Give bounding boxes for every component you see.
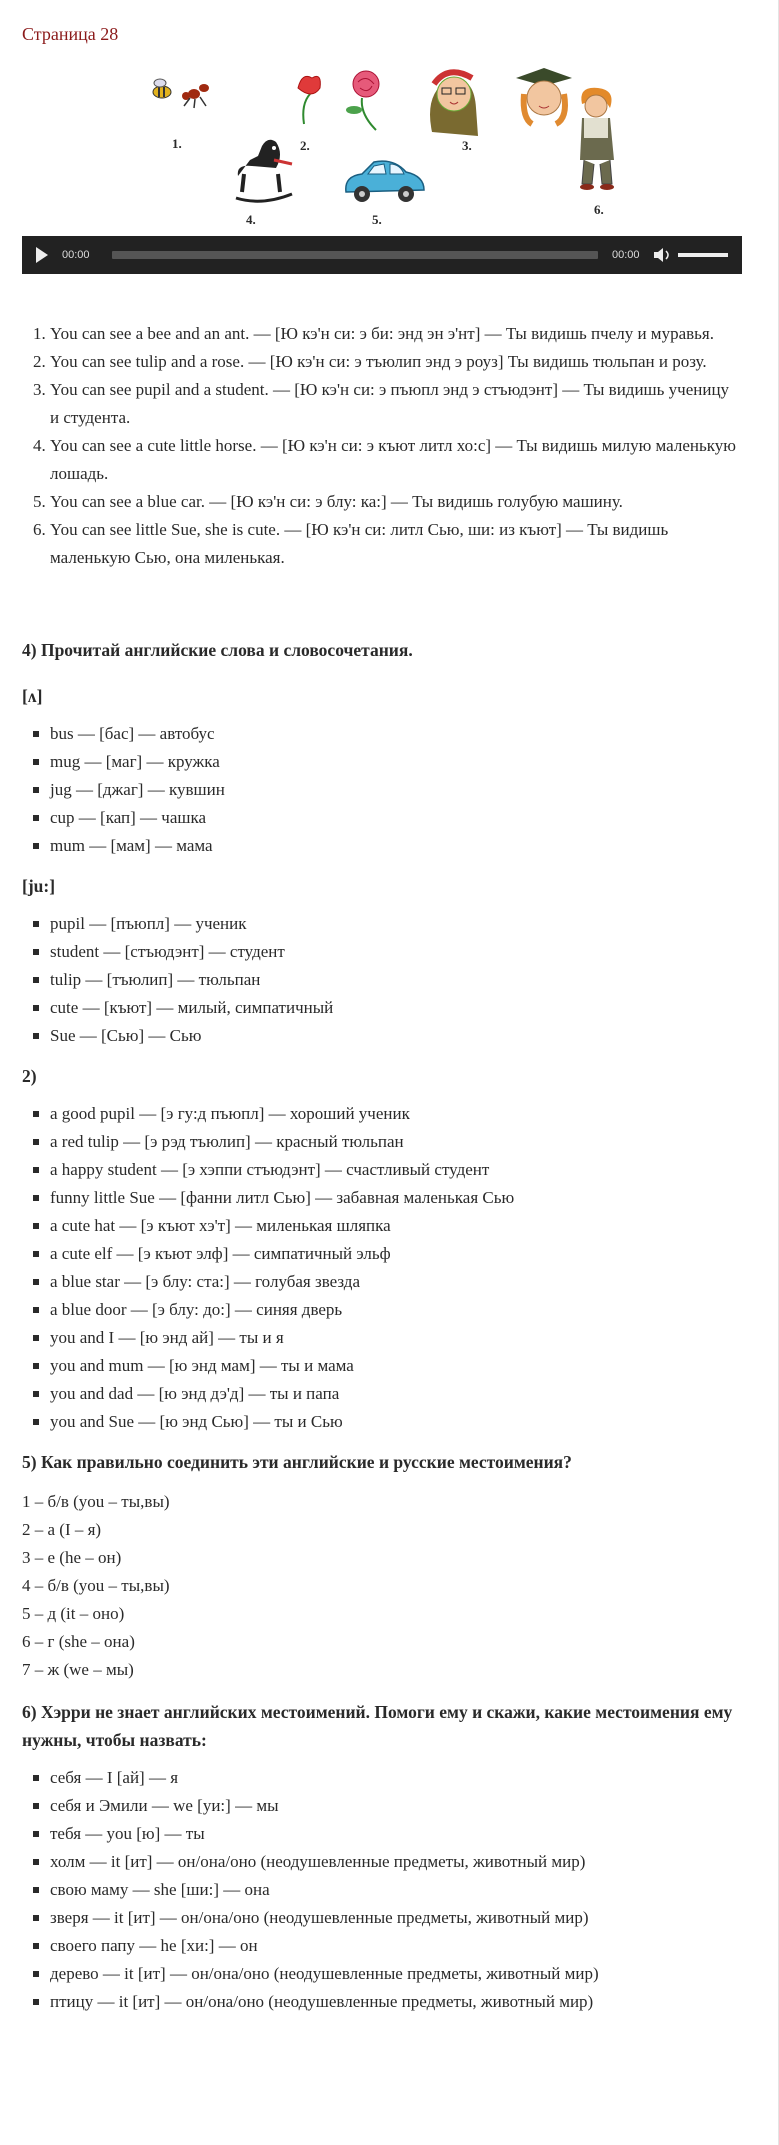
list-item: себя и Эмили — we [уи:] — мы bbox=[50, 1792, 742, 1820]
list-item: a red tulip — [э рэд тъюлип] — красный тюльпан bbox=[50, 1128, 742, 1156]
list-item: птицу — it [ит] — он/она/оно (неодушевленные предметы, животный мир) bbox=[50, 1988, 742, 2016]
list-item: cup — [кап] — чашка bbox=[50, 804, 742, 832]
list-item: холм — it [ит] — он/она/оно (неодушевленные предметы, животный мир) bbox=[50, 1848, 742, 1876]
list-item: bus — [бас] — автобус bbox=[50, 720, 742, 748]
list-item: mug — [маг] — кружка bbox=[50, 748, 742, 776]
word-list-2 bbox=[22, 910, 742, 1050]
list-item: mum — [мам] — мама bbox=[50, 832, 742, 860]
word-list-1 bbox=[22, 720, 742, 860]
group3-label: 2) bbox=[22, 1066, 37, 1086]
illustration bbox=[22, 54, 742, 227]
list-item: a blue door — [э блу: до:] — синяя дверь bbox=[50, 1296, 742, 1324]
picture-label-3: 3. bbox=[462, 138, 472, 153]
picture-label-5: 5. bbox=[372, 212, 382, 227]
pronoun-matches bbox=[22, 1488, 742, 1684]
duration-time: 00:00 bbox=[612, 249, 640, 261]
bee-and-ant-picture bbox=[148, 68, 218, 110]
list-item: jug — [джаг] — кувшин bbox=[50, 776, 742, 804]
match-line: 3 – е (he – он) bbox=[22, 1548, 122, 1567]
match-line: 4 – б/в (you – ты,вы) bbox=[22, 1576, 170, 1595]
list-item: тебя — you [ю] — ты bbox=[50, 1820, 742, 1848]
list-item: Sue — [Сью] — Сью bbox=[50, 1022, 742, 1050]
list-item: своего папу — he [хи:] — он bbox=[50, 1932, 742, 1960]
list-item: a cute elf — [э къют элф] — симпатичный эльф bbox=[50, 1240, 742, 1268]
list-item: a cute hat — [э къют хэ'т] — миленькая шляпка bbox=[50, 1212, 742, 1240]
list-item: cute — [къют] — милый, симпатичный bbox=[50, 994, 742, 1022]
list-item: 5. You can see a blue car. — [Ю кэ'н си: э блу: ка:] — Ты видишь голубую машину. bbox=[50, 488, 742, 516]
current-time: 00:00 bbox=[62, 249, 90, 261]
match-line: 1 – б/в (you – ты,вы) bbox=[22, 1492, 170, 1511]
list-item: себя — I [ай] — я bbox=[50, 1764, 742, 1792]
picture-label-4: 4. bbox=[246, 212, 256, 227]
match-line: 2 – а (I – я) bbox=[22, 1520, 102, 1539]
group1-label: [ʌ] bbox=[22, 686, 43, 706]
list-item: 6. You can see little Sue, she is cute. — [Ю кэ'н си: литл Сью, ши: из къют] — Ты видишь маленькую Сью, она миленькая. bbox=[50, 516, 742, 572]
list-item: 3. You can see pupil and a student. — [Ю кэ'н си: э пъюпл энд э стъюдэнт] — Ты видишь ученицу и студента. bbox=[50, 376, 742, 432]
article-content bbox=[22, 0, 742, 2028]
volume-icon[interactable] bbox=[652, 247, 672, 263]
section6-heading: 6) Хэрри не знает английских местоимений. Помоги ему и скажи, какие местоимения ему нужны, чтобы назвать: bbox=[22, 1702, 733, 1750]
picture-label-6: 6. bbox=[594, 202, 604, 217]
section4-heading: 4) Прочитай английские слова и словосочетания. bbox=[22, 640, 413, 660]
match-line: 7 – ж (we – мы) bbox=[22, 1660, 134, 1679]
list-item: you and Sue — [ю энд Сью] — ты и Сью bbox=[50, 1408, 742, 1436]
picture-label-1: 1. bbox=[172, 136, 182, 151]
list-item: дерево — it [ит] — он/она/оно (неодушевленные предметы, животный мир) bbox=[50, 1960, 742, 1988]
blue-car-picture bbox=[340, 154, 430, 210]
list-item: pupil — [пъюпл] — ученик bbox=[50, 910, 742, 938]
audio-player bbox=[22, 236, 742, 274]
word-list-3 bbox=[22, 1100, 742, 1436]
list-item: зверя — it [ит] — он/она/оно (неодушевленные предметы, животный мир) bbox=[50, 1904, 742, 1932]
list-item: 4. You can see a cute little horse. — [Ю кэ'н си: э къют литл хо:с] — Ты видишь милую маленькую лошадь. bbox=[50, 432, 742, 488]
play-icon[interactable] bbox=[36, 247, 48, 263]
list-item: you and I — [ю энд ай] — ты и я bbox=[50, 1324, 742, 1352]
little-sue-picture bbox=[572, 84, 622, 194]
list-item: свою маму — she [ши:] — она bbox=[50, 1876, 742, 1904]
match-line: 5 – д (it – оно) bbox=[22, 1604, 125, 1623]
section5-heading: 5) Как правильно соединить эти английские и русские местоимения? bbox=[22, 1452, 572, 1472]
audio-progress-bar[interactable] bbox=[112, 251, 598, 259]
page-title: Страница 28 bbox=[22, 24, 119, 44]
list-item: a blue star — [э блу: ста:] — голубая звезда bbox=[50, 1268, 742, 1296]
rocking-horse-picture bbox=[222, 134, 302, 206]
list-item: you and dad — [ю энд дэ'д] — ты и папа bbox=[50, 1380, 742, 1408]
list-item: funny little Sue — [фанни литл Сью] — забавная маленькая Сью bbox=[50, 1184, 742, 1212]
pronoun-list bbox=[22, 1764, 742, 2016]
list-item: a happy student — [э хэппи стъюдэнт] — счастливый студент bbox=[50, 1156, 742, 1184]
phrase-list bbox=[22, 320, 742, 572]
pupil-and-student-picture bbox=[404, 54, 574, 149]
volume-slider[interactable] bbox=[678, 253, 728, 257]
group2-label: [ju:] bbox=[22, 876, 56, 896]
list-item: tulip — [тъюлип] — тюльпан bbox=[50, 966, 742, 994]
list-item: a good pupil — [э гу:д пъюпл] — хороший ученик bbox=[50, 1100, 742, 1128]
list-item: 1. You can see a bee and an ant. — [Ю кэ'н си: э би: энд эн э'нт] — Ты видишь пчелу и муравья. bbox=[50, 320, 742, 348]
match-line: 6 – г (she – она) bbox=[22, 1632, 135, 1651]
tulip-and-rose-picture bbox=[266, 54, 396, 134]
list-item: you and mum — [ю энд мам] — ты и мама bbox=[50, 1352, 742, 1380]
picture-label-2: 2. bbox=[300, 138, 310, 153]
list-item: 2. You can see tulip and a rose. — [Ю кэ'н си: э тъюлип энд э роуз] Ты видишь тюльпан и розу. bbox=[50, 348, 742, 376]
list-item: student — [стъюдэнт] — студент bbox=[50, 938, 742, 966]
